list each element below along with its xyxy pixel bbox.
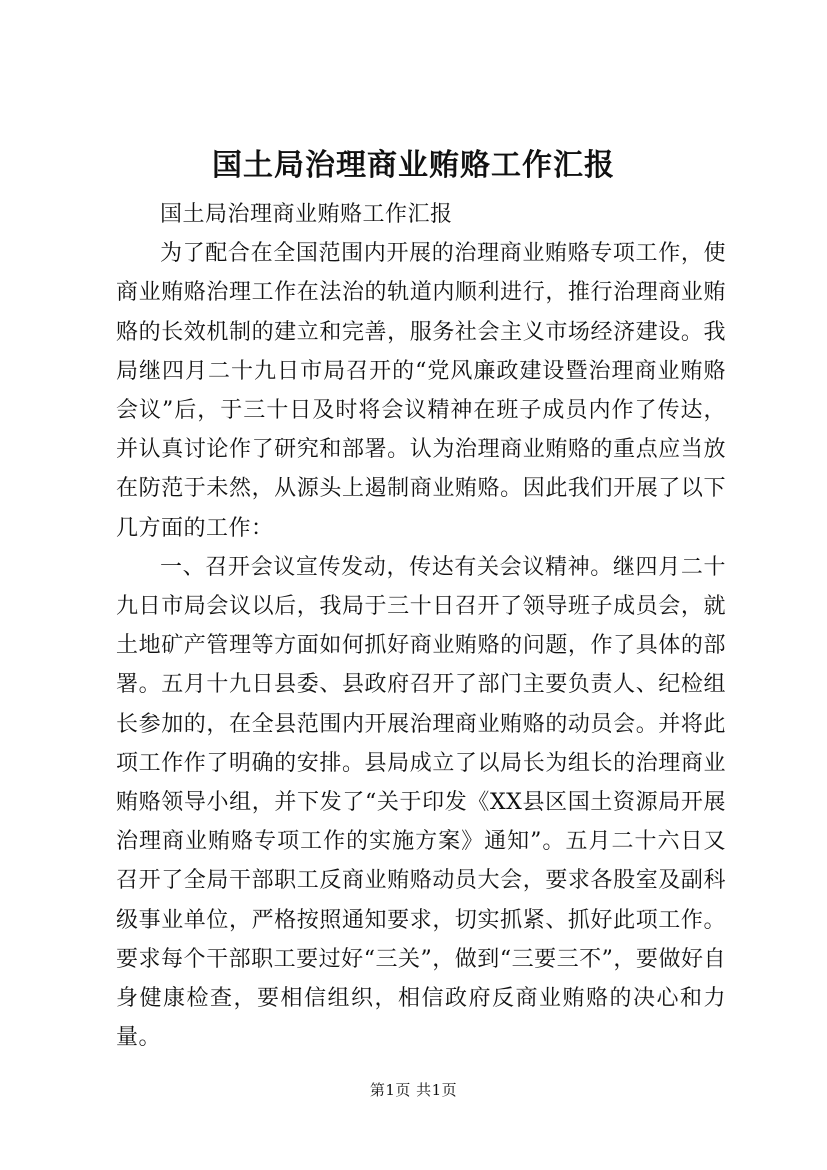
document-body <box>116 195 726 1057</box>
paragraph-subtitle: 国土局治理商业贿赂工作汇报 <box>160 202 453 227</box>
paragraph-intro: 为了配合在全国范围内开展的治理商业贿赂专项工作，使商业贿赂治理工作在法治的轨道内顺利进行，推行治理商业贿赂的长效机制的建立和完善，服务社会主义市场经济建设。我局继四月二十九日市局召开的“党风廉政建设暨治理商业贿赂会议”后，于三十日及时将会议精神在班子成员内作了传达，并认真讨论作了研究和部署。认为治理商业贿赂的重点应当放在防范于未然，从源头上遏制商业贿赂。因此我们开展了以下几方面的工作： <box>116 241 726 541</box>
document-title: 国土局治理商业贿赂工作汇报 <box>212 148 615 183</box>
page-number-footer: 第1页 共1页 <box>369 1081 458 1099</box>
paragraph-section-one: 一、召开会议宣传发动，传达有关会议精神。继四月二十九日市局会议以后，我局于三十日召开了领导班子成员会，就土地矿产管理等方面如何抓好商业贿赂的问题，作了具体的部署。五月十九日县委、县政府召开了部门主要负责人、纪检组长参加的，在全县范围内开展治理商业贿赂的动员会。并将此项工作作了明确的安排。县局成立了以局长为组长的治理商业贿赂领导小组，并下发了“关于印发《XX县区国土资源局开展治理商业贿赂专项工作的实施方案》通知”。五月二十六日又召开了全局干部职工反商业贿赂动员大会，要求各股室及副科级事业单位，严格按照通知要求，切实抓紧、抓好此项工作。要求每个干部职工要过好“三关”，做到“三要三不”，要做好自身健康检查，要相信组织，相信政府反商业贿赂的决心和力量。 <box>116 554 726 1051</box>
